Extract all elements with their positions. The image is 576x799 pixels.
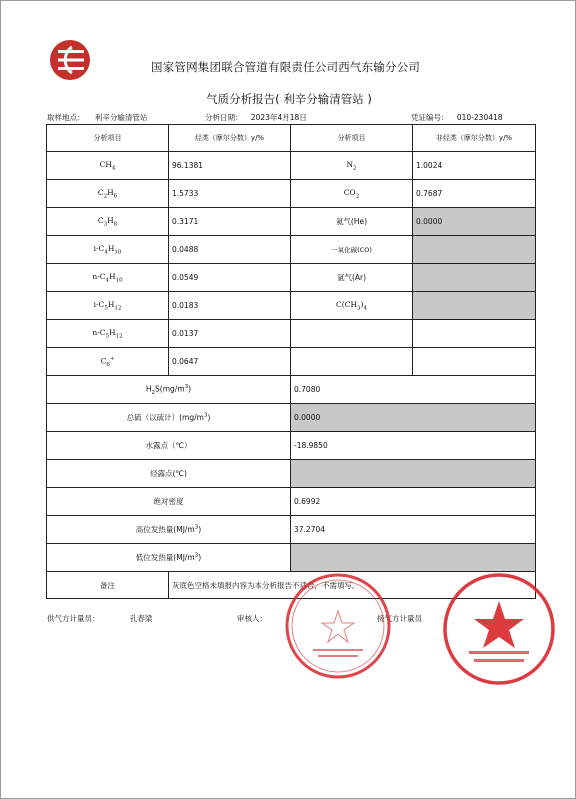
component-c6-plus: $C_6^+$ [47,348,169,376]
company-name: 国家管网集团联合管道有限责任公司西气东输分公司 [151,60,421,74]
property-row [47,404,536,432]
component-n-c4h10: $n-C_4H_{10}$ [47,264,169,292]
component-label: 一氧化碳(CO) [291,236,413,264]
component-c-ch3-4: $C(CH_3)_4$ [291,292,413,320]
cert-value: 010-230418 [456,113,503,122]
cert-label: 凭证编号： [411,113,449,122]
empty-cell [291,348,413,376]
location-value: 利辛分输清管站 [94,113,148,122]
property-row [47,432,536,460]
non-hydrocarbon-value [413,236,536,264]
property-row [47,488,536,516]
property-value: 0.0000 [291,404,536,432]
table-row [47,348,536,376]
non-hydrocarbon-value: 0.7687 [413,180,536,208]
property-row [47,460,536,488]
property-row [47,544,536,572]
analysis-table [46,124,536,599]
remark-text: 灰底色空格未填报内容为本分析报告不适合，不需填写。 [169,572,536,599]
reviewer-label: 审核人： [237,614,267,623]
property-label-h2s: $H_2S(mg/m^3)$ [47,376,291,404]
component-i-c5h12: $i-C_5H_{12}$ [47,292,169,320]
property-row [47,376,536,404]
property-label-hhv: 高位发热量$(MJ/m^3)$ [47,516,291,544]
date-label: 分析日期： [205,113,243,122]
component-label: 氩气(Ar) [291,264,413,292]
certificate-number [411,112,503,123]
table-header-row [47,125,536,152]
property-value: 0.6992 [291,488,536,516]
non-hydrocarbon-value [413,264,536,292]
non-hydrocarbon-value [413,292,536,320]
table-row [47,236,536,264]
table-row [47,152,536,180]
col-header: 分析项目 [47,125,169,152]
component-n2: $N_2$ [291,152,413,180]
supplier-label: 供气方计量员： [47,614,100,623]
red-seal-stamp-left [283,571,393,681]
property-value: 0.7080 [291,376,536,404]
component-n-c5h12: $n-C_5H_{12}$ [47,320,169,348]
table-row [47,180,536,208]
red-seal-stamp-right [441,571,557,687]
non-hydrocarbon-value: 0.0000 [413,208,536,236]
property-value [291,544,536,572]
remark-label: 备注 [47,572,169,599]
col-header: 烃类（摩尔分数）y/% [169,125,291,152]
table-row [47,208,536,236]
component-ch4: $CH_4$ [47,152,169,180]
report-title: 气质分析报告( 利辛分输清管站 ) [206,92,372,106]
hydrocarbon-value: 0.0549 [169,264,291,292]
property-label: 绝对密度 [47,488,291,516]
component-c3h8: $C_3H_8$ [47,208,169,236]
property-label-total-sulfur: 总硫（以硫计）$(mg/m^3)$ [47,404,291,432]
supplier-name: 孔春梁 [129,614,153,623]
property-row [47,516,536,544]
hydrocarbon-value: 0.3171 [169,208,291,236]
hydrocarbon-value: 96.1381 [169,152,291,180]
analysis-date [205,112,307,123]
hydrocarbon-value: 0.0137 [169,320,291,348]
table-row [47,264,536,292]
property-value: 37.2704 [291,516,536,544]
component-i-c4h10: $i-C_4H_{10}$ [47,236,169,264]
receiver-label: 接气方计量员 [377,614,422,623]
property-value [291,460,536,488]
sample-location [47,112,147,123]
hydrocarbon-value: 1.5733 [169,180,291,208]
hydrocarbon-value: 0.0647 [169,348,291,376]
table-row [47,292,536,320]
property-label: 烃露点(℃) [47,460,291,488]
component-co2: $CO_2$ [291,180,413,208]
non-hydrocarbon-value: 1.0024 [413,152,536,180]
pipechina-logo-icon [49,39,91,81]
hydrocarbon-value: 0.0488 [169,236,291,264]
supplier-signature [47,613,152,624]
property-value: -18.9850 [291,432,536,460]
col-header: 分析项目 [291,125,413,152]
empty-cell [291,320,413,348]
hydrocarbon-value: 0.0183 [169,292,291,320]
date-value: 2023年4月18日 [250,113,307,122]
property-label: 水露点（℃） [47,432,291,460]
component-label: 氦气(He) [291,208,413,236]
col-header: 非烃类（摩尔分数）y/% [413,125,536,152]
non-hydrocarbon-value [413,320,536,348]
non-hydrocarbon-value [413,348,536,376]
property-label-lhv: 低位发热量$(MJ/m^3)$ [47,544,291,572]
table-row [47,320,536,348]
location-label: 取样地点： [47,113,85,122]
component-c2h6: $C_2H_6$ [47,180,169,208]
